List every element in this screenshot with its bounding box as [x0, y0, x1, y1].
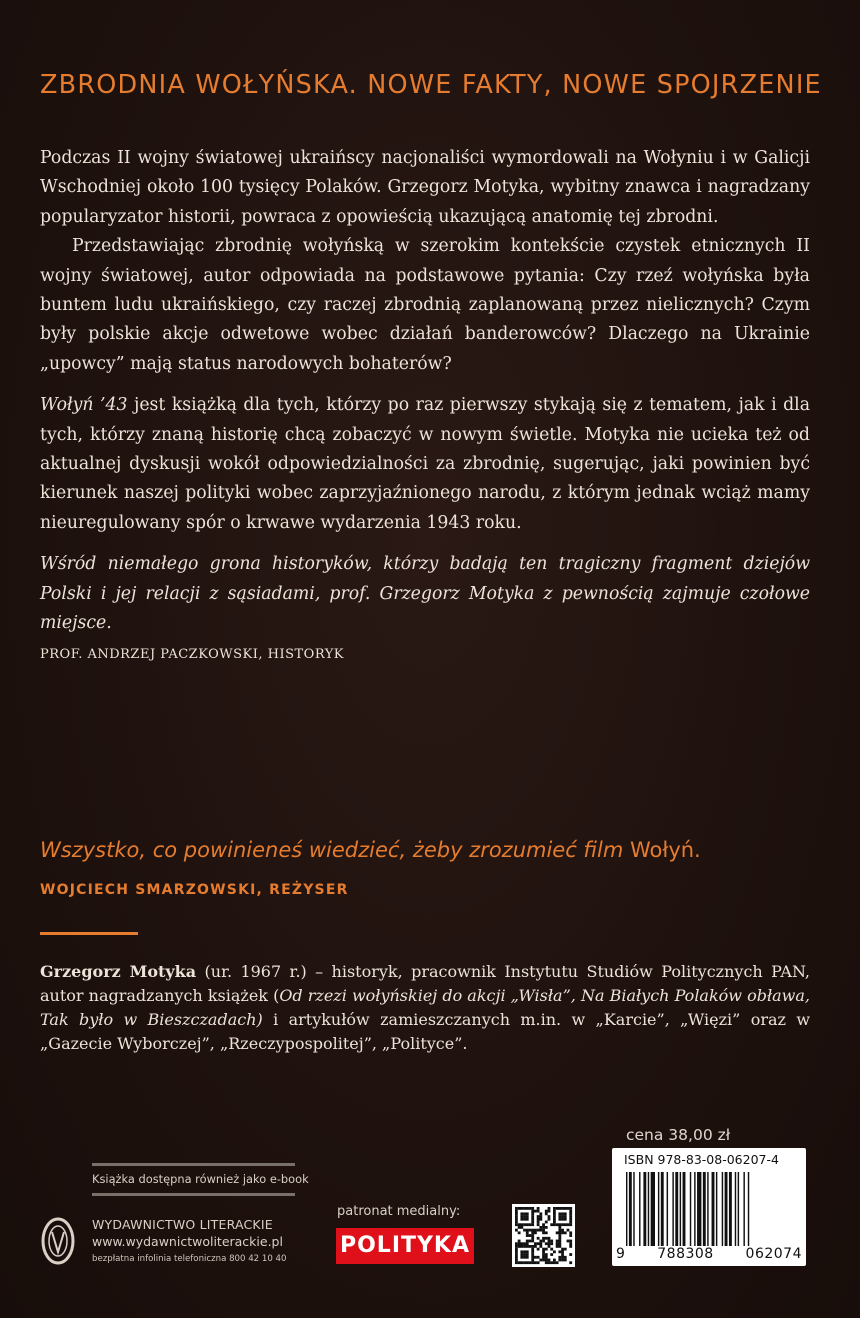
qr-module [548, 1237, 551, 1240]
qr-module [526, 1240, 529, 1243]
qr-module [550, 1253, 553, 1256]
barcode-bar [738, 1172, 739, 1246]
qr-module [545, 1248, 548, 1251]
bio-part-1: (ur. 1967 r.) – historyk, pracownik Instytutu Studiów Politycznych PAN, autor nagradzanych książek ( [40, 962, 811, 1005]
qr-module [537, 1248, 540, 1251]
qr-module [545, 1221, 548, 1224]
qr-module [520, 1256, 523, 1259]
qr-module [537, 1261, 540, 1264]
qr-module [561, 1207, 564, 1210]
qr-module [553, 1215, 556, 1218]
qr-module [558, 1226, 561, 1229]
qr-module [553, 1218, 556, 1221]
qr-module [553, 1223, 556, 1226]
qr-module [526, 1250, 529, 1253]
qr-module [564, 1215, 567, 1218]
barcode-bar [667, 1172, 668, 1246]
qr-module [561, 1256, 564, 1259]
qr-module [526, 1229, 529, 1232]
qr-module [520, 1226, 523, 1229]
qr-module [553, 1221, 556, 1224]
barcode-bar [748, 1172, 749, 1246]
qr-module [558, 1256, 561, 1259]
qr-module [569, 1261, 572, 1264]
barcode-bar [735, 1172, 736, 1246]
qr-module [523, 1223, 526, 1226]
qr-module [523, 1242, 526, 1245]
qr-module [569, 1253, 572, 1256]
qr-module [520, 1250, 523, 1253]
qr-module [529, 1234, 532, 1237]
qr-module [561, 1218, 564, 1221]
qr-module [558, 1218, 561, 1221]
qr-module [529, 1240, 532, 1243]
qr-module [518, 1223, 521, 1226]
qr-module [558, 1229, 561, 1232]
polityka-logo: POLITYKA [336, 1228, 474, 1264]
qr-module [518, 1242, 521, 1245]
qr-module [534, 1256, 537, 1259]
qr-module [564, 1223, 567, 1226]
publisher-phone: bezpłatna infolinia telefoniczna 800 42 10 40 [92, 1254, 287, 1264]
qr-module [558, 1207, 561, 1210]
tagline [40, 838, 830, 862]
price: cena 38,00 zł [626, 1126, 731, 1144]
tagline-text: Wszystko, co powinieneś wiedzieć, żeby zrozumieć film [40, 838, 630, 862]
qr-module [531, 1250, 534, 1253]
qr-module [526, 1242, 529, 1245]
qr-module [537, 1256, 540, 1259]
qr-module [548, 1218, 551, 1221]
qr-module [520, 1242, 523, 1245]
qr-module [569, 1223, 572, 1226]
qr-module [515, 1259, 518, 1262]
qr-module [529, 1261, 532, 1264]
qr-module [531, 1212, 534, 1215]
qr-module [523, 1215, 526, 1218]
qr-module [518, 1240, 521, 1243]
tagline-author: WOJCIECH SMARZOWSKI, REŻYSER [40, 882, 349, 898]
qr-module [569, 1231, 572, 1234]
qr-module [553, 1212, 556, 1215]
qr-module [564, 1248, 567, 1251]
barcode-bar [712, 1172, 715, 1246]
qr-module [548, 1261, 551, 1264]
barcode-bar [639, 1172, 640, 1246]
barcode-bar [725, 1172, 728, 1246]
qr-module [515, 1250, 518, 1253]
qr-module [537, 1210, 540, 1213]
qr-module [542, 1256, 545, 1259]
qr-module [545, 1212, 548, 1215]
qr-module [529, 1223, 532, 1226]
barcode-digit-prefix: 9 [616, 1246, 626, 1262]
paragraph-3-text: jest książką dla tych, którzy po raz pierwszy stykają się z tematem, jak i dla tych, którzy znaną historię chcą zobaczyć w nowym świetle. Motyka nie ucieka też od aktualnej dyskusji wokół odpowiedzialności za zbrodnię, sugerując, jaki powinien być kierunek naszej polityki wobec zaprzyjaźnionego narodu, z którym jednak wciąż mamy nieuregulowany spór o krwawe wydarzenia 1943 roku. [40, 395, 811, 533]
qr-module [539, 1212, 542, 1215]
qr-module [550, 1223, 553, 1226]
qr-module [531, 1237, 534, 1240]
qr-module [558, 1231, 561, 1234]
qr-module [523, 1261, 526, 1264]
barcode-bar [651, 1172, 655, 1246]
ebook-note: Książka dostępna również jako e-book [92, 1172, 309, 1186]
ebook-divider-bottom [92, 1193, 295, 1196]
qr-module [561, 1229, 564, 1232]
bio-name: Grzegorz Motyka [40, 962, 197, 981]
media-patron-label: patronat medialny: [337, 1204, 461, 1219]
barcode-digit-right: 062074 [745, 1246, 802, 1262]
qr-module [523, 1218, 526, 1221]
barcode-bar [690, 1172, 691, 1246]
qr-module [561, 1215, 564, 1218]
barcode-bar [697, 1172, 701, 1246]
qr-module [539, 1240, 542, 1243]
qr-module [531, 1215, 534, 1218]
quote [40, 550, 810, 638]
qr-module [569, 1234, 572, 1237]
qr-module [534, 1229, 537, 1232]
qr-module [545, 1237, 548, 1240]
qr-module [520, 1261, 523, 1264]
qr-module [558, 1237, 561, 1240]
barcode-digits [616, 1246, 802, 1262]
qr-module [515, 1256, 518, 1259]
qr-module [515, 1261, 518, 1264]
qr-module [558, 1215, 561, 1218]
barcode-bar [658, 1172, 659, 1246]
barcode-bars [626, 1172, 792, 1246]
qr-module [550, 1248, 553, 1251]
barcode-digit-left: 788308 [657, 1246, 714, 1262]
qr-module [531, 1248, 534, 1251]
barcode-bar [683, 1172, 686, 1246]
quote-text: Wśród niemałego grona historyków, którzy badają ten tragiczny fragment dziejów Polski i jej relacji z sąsiadami, prof. Grzegorz Motyka z pewnością zajmuje czołowe miejsce. [40, 554, 810, 634]
qr-module [558, 1212, 561, 1215]
qr-module [564, 1259, 567, 1262]
barcode-bar [716, 1172, 717, 1246]
qr-module [539, 1218, 542, 1221]
barcode-bar [680, 1172, 681, 1246]
qr-module [558, 1250, 561, 1253]
qr-module [539, 1226, 542, 1229]
qr-module [569, 1210, 572, 1213]
qr-module [531, 1210, 534, 1213]
qr-module [520, 1245, 523, 1248]
qr-module [526, 1245, 529, 1248]
qr-module [531, 1240, 534, 1243]
description [40, 144, 810, 667]
barcode-bar [707, 1172, 708, 1246]
qr-module [550, 1261, 553, 1264]
qr-module [548, 1259, 551, 1262]
qr-module [526, 1253, 529, 1256]
tagline-film: Wołyń. [629, 838, 701, 862]
qr-module [526, 1207, 529, 1210]
qr-module [553, 1207, 556, 1210]
qr-module [558, 1245, 561, 1248]
ebook-divider-top [92, 1163, 295, 1166]
qr-code-icon [512, 1204, 575, 1267]
qr-module [531, 1223, 534, 1226]
barcode-bar [633, 1172, 634, 1246]
qr-module [515, 1253, 518, 1256]
barcode-bar [722, 1172, 723, 1246]
qr-module [542, 1250, 545, 1253]
qr-module [561, 1259, 564, 1262]
qr-module [545, 1253, 548, 1256]
qr-module [542, 1223, 545, 1226]
qr-module [531, 1231, 534, 1234]
qr-module [526, 1223, 529, 1226]
qr-module [520, 1212, 523, 1215]
qr-module [529, 1207, 532, 1210]
barcode-bar [729, 1172, 732, 1246]
qr-module [542, 1240, 545, 1243]
qr-module [529, 1245, 532, 1248]
publisher-name: WYDAWNICTWO LITERACKIE [92, 1217, 273, 1232]
qr-module [556, 1223, 559, 1226]
qr-module [523, 1256, 526, 1259]
qr-module [545, 1226, 548, 1229]
qr-module [569, 1218, 572, 1221]
qr-module [542, 1237, 545, 1240]
qr-module [523, 1207, 526, 1210]
paragraph-2: Przedstawiając zbrodnię wołyńską w szerokim kontekście czystek etnicznych II wojny światowej, autor odpowiada na podstawowe pytania: Czy rzeź wołyńska była buntem ludu ukraińskiego, czy raczej zbrodnią zaplanowaną przez nielicznych? Czym były polskie akcje odwetowe wobec działań banderowców? Dlaczego na Ukrainie „upowcy” mają status narodowych bohaterów? [40, 236, 810, 374]
qr-module [561, 1223, 564, 1226]
qr-module [515, 1242, 518, 1245]
qr-module [537, 1218, 540, 1221]
qr-module [523, 1212, 526, 1215]
qr-module [561, 1250, 564, 1253]
qr-module [553, 1259, 556, 1262]
qr-module [520, 1215, 523, 1218]
qr-module [515, 1215, 518, 1218]
qr-module [545, 1231, 548, 1234]
qr-module [569, 1215, 572, 1218]
paragraph-3 [40, 391, 810, 538]
qr-module [518, 1261, 521, 1264]
qr-module [558, 1240, 561, 1243]
qr-module [531, 1234, 534, 1237]
qr-module [526, 1212, 529, 1215]
qr-module [526, 1256, 529, 1259]
qr-module [537, 1207, 540, 1210]
qr-module [545, 1242, 548, 1245]
qr-module [534, 1261, 537, 1264]
qr-module [534, 1242, 537, 1245]
qr-module [542, 1226, 545, 1229]
qr-module [561, 1231, 564, 1234]
qr-module [558, 1223, 561, 1226]
barcode-bar [643, 1172, 646, 1246]
qr-module [564, 1256, 567, 1259]
qr-module [550, 1240, 553, 1243]
qr-module [548, 1245, 551, 1248]
qr-module [545, 1259, 548, 1262]
qr-module [515, 1229, 518, 1232]
bio-part-2: i artykułów zamieszczanych m.in. w „Karcie”, „Więzi” oraz w „Gazecie Wyborczej”, „Rzeczypospolitej”, „Polityce”. [40, 1010, 811, 1053]
qr-module [569, 1242, 572, 1245]
qr-module [531, 1207, 534, 1210]
qr-module [548, 1242, 551, 1245]
book-title: Wołyń ’43 [40, 395, 128, 416]
qr-module [548, 1240, 551, 1243]
barcode-bar [675, 1172, 678, 1246]
qr-module [515, 1212, 518, 1215]
qr-module [526, 1261, 529, 1264]
qr-module [567, 1229, 570, 1232]
qr-module [520, 1223, 523, 1226]
qr-module [553, 1261, 556, 1264]
qr-module [569, 1221, 572, 1224]
qr-module [545, 1210, 548, 1213]
qr-module [526, 1231, 529, 1234]
qr-module [567, 1240, 570, 1243]
qr-module [564, 1212, 567, 1215]
publisher-url: www.wydawnictwoliterackie.pl [92, 1234, 283, 1249]
publisher-logo-icon [40, 1216, 80, 1266]
barcode-bar [648, 1172, 649, 1246]
qr-module [548, 1210, 551, 1213]
barcode-bar [626, 1172, 627, 1246]
qr-module [537, 1221, 540, 1224]
qr-module [569, 1240, 572, 1243]
qr-module [545, 1261, 548, 1264]
qr-module [539, 1259, 542, 1262]
qr-module [542, 1253, 545, 1256]
qr-module [553, 1250, 556, 1253]
qr-module [531, 1245, 534, 1248]
qr-module [534, 1231, 537, 1234]
qr-module [558, 1259, 561, 1262]
qr-module [539, 1245, 542, 1248]
barcode [612, 1148, 806, 1266]
qr-module [520, 1207, 523, 1210]
divider [40, 932, 138, 935]
qr-module [561, 1212, 564, 1215]
headline: ZBRODNIA WOŁYŃSKA. NOWE FAKTY, NOWE SPOJRZENIE [40, 70, 822, 100]
qr-module [548, 1207, 551, 1210]
qr-module [531, 1256, 534, 1259]
qr-module [539, 1242, 542, 1245]
author-bio [40, 960, 810, 1056]
qr-module [515, 1210, 518, 1213]
qr-module [515, 1207, 518, 1210]
barcode-bar [743, 1172, 744, 1246]
qr-module [548, 1215, 551, 1218]
qr-module [523, 1245, 526, 1248]
qr-module [526, 1234, 529, 1237]
qr-module [567, 1223, 570, 1226]
qr-module [569, 1207, 572, 1210]
qr-module [531, 1221, 534, 1224]
barcode-bar [629, 1172, 632, 1246]
qr-module [518, 1226, 521, 1229]
qr-module [564, 1207, 567, 1210]
qr-module [567, 1207, 570, 1210]
qr-module [537, 1215, 540, 1218]
qr-module [518, 1245, 521, 1248]
qr-module [564, 1218, 567, 1221]
qr-module [518, 1207, 521, 1210]
qr-module [526, 1218, 529, 1221]
qr-module [545, 1256, 548, 1259]
qr-module [564, 1231, 567, 1234]
qr-module [523, 1253, 526, 1256]
qr-module [531, 1253, 534, 1256]
qr-module [558, 1242, 561, 1245]
quote-author: PROF. ANDRZEJ PACZKOWSKI, HISTORYK [40, 646, 345, 662]
qr-module [515, 1218, 518, 1221]
qr-module [556, 1242, 559, 1245]
qr-module [526, 1215, 529, 1218]
qr-module [539, 1229, 542, 1232]
qr-module [529, 1229, 532, 1232]
barcode-bar [694, 1172, 695, 1246]
qr-module [569, 1245, 572, 1248]
qr-module [537, 1229, 540, 1232]
qr-module [531, 1261, 534, 1264]
qr-module [539, 1215, 542, 1218]
qr-module [556, 1231, 559, 1234]
qr-module [531, 1218, 534, 1221]
qr-module [556, 1261, 559, 1264]
bio-books: Od rzezi wołyńskiej do akcji „Wisła”, Na Białych Polaków obława, Tak było w Bieszczadach) [40, 986, 810, 1029]
barcode-bar [703, 1172, 706, 1246]
qr-module [550, 1242, 553, 1245]
qr-module [556, 1245, 559, 1248]
qr-module [534, 1245, 537, 1248]
qr-module [531, 1229, 534, 1232]
barcode-bar [661, 1172, 664, 1246]
qr-module [537, 1237, 540, 1240]
qr-module [523, 1250, 526, 1253]
qr-module [542, 1259, 545, 1262]
qr-module [515, 1221, 518, 1224]
qr-module [515, 1248, 518, 1251]
qr-module [518, 1231, 521, 1234]
qr-module [556, 1207, 559, 1210]
qr-module [537, 1223, 540, 1226]
qr-module [520, 1218, 523, 1221]
barcode-bar [672, 1172, 673, 1246]
qr-module [537, 1242, 540, 1245]
qr-module [569, 1212, 572, 1215]
qr-module [542, 1248, 545, 1251]
qr-module [556, 1240, 559, 1243]
qr-module [520, 1253, 523, 1256]
qr-module [542, 1229, 545, 1232]
qr-module [531, 1259, 534, 1262]
paragraph-1: Podczas II wojny światowej ukraińscy nacjonaliści wymordowali na Wołyniu i w Galicji Wschodniej około 100 tysięcy Polaków. Grzegorz Motyka, wybitny znawca i nagradzany popularyzator historii, powraca z opowieścią ukazującą anatomię tej zbrodni. [40, 148, 810, 227]
qr-module [542, 1231, 545, 1234]
qr-module [561, 1248, 564, 1251]
qr-module [534, 1210, 537, 1213]
qr-module [558, 1234, 561, 1237]
qr-module [515, 1245, 518, 1248]
qr-module [561, 1253, 564, 1256]
qr-module [515, 1223, 518, 1226]
isbn-label: ISBN 978-83-08-06207-4 [624, 1152, 779, 1167]
qr-module [553, 1210, 556, 1213]
qr-module [523, 1229, 526, 1232]
